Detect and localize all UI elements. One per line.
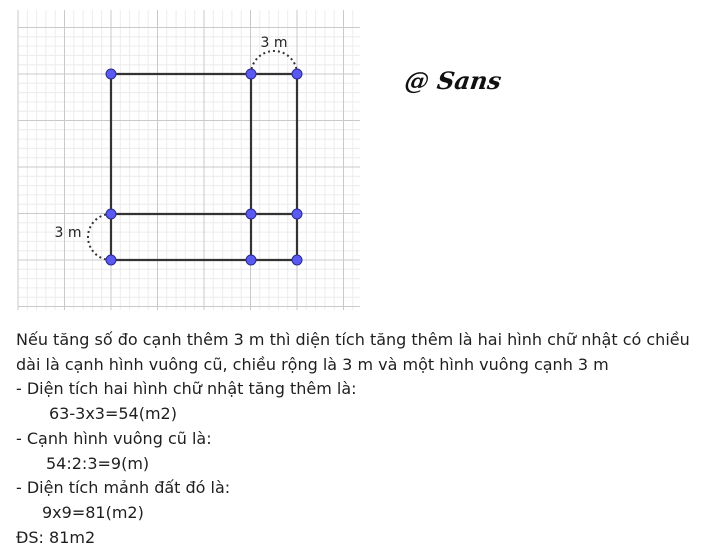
step2-calc: 54:2:3=9(m) xyxy=(46,453,150,473)
vertex xyxy=(292,209,302,219)
step1-calc: 63-3x3=54(m2) xyxy=(49,404,177,424)
step3-label: - Diện tích mảnh đất đó là: xyxy=(16,478,231,498)
top-dimension-arc xyxy=(251,51,297,74)
top-dimension-label: 3 m xyxy=(260,35,288,51)
left-dimension-arc xyxy=(88,214,111,260)
solution-text xyxy=(16,328,716,550)
answer: ĐS: 81m2 xyxy=(16,527,96,547)
vertex xyxy=(292,255,302,265)
grid xyxy=(18,10,360,310)
vertex xyxy=(106,255,116,265)
vertex xyxy=(246,69,256,79)
dimension-arcs xyxy=(88,51,297,260)
vertex xyxy=(106,209,116,219)
vertex xyxy=(106,69,116,79)
vertex xyxy=(246,209,256,219)
step1-label: - Diện tích hai hình chữ nhật tăng thêm là: xyxy=(16,379,357,399)
signature: @ Sans xyxy=(402,66,504,95)
intro-paragraph: Nếu tăng số đo cạnh thêm 3 m thì diện tích tăng thêm là hai hình chữ nhật có chiều dài là cạnh hình vuông cũ, chiều rộng là 3 m và một hình vuông cạnh 3 m xyxy=(16,330,690,374)
geometry-figure xyxy=(0,0,380,318)
step2-label: - Cạnh hình vuông cũ là: xyxy=(16,428,212,448)
vertex xyxy=(246,255,256,265)
step3-calc: 9x9=81(m2) xyxy=(42,502,144,522)
left-dimension-label: 3 m xyxy=(54,225,82,241)
vertex xyxy=(292,69,302,79)
